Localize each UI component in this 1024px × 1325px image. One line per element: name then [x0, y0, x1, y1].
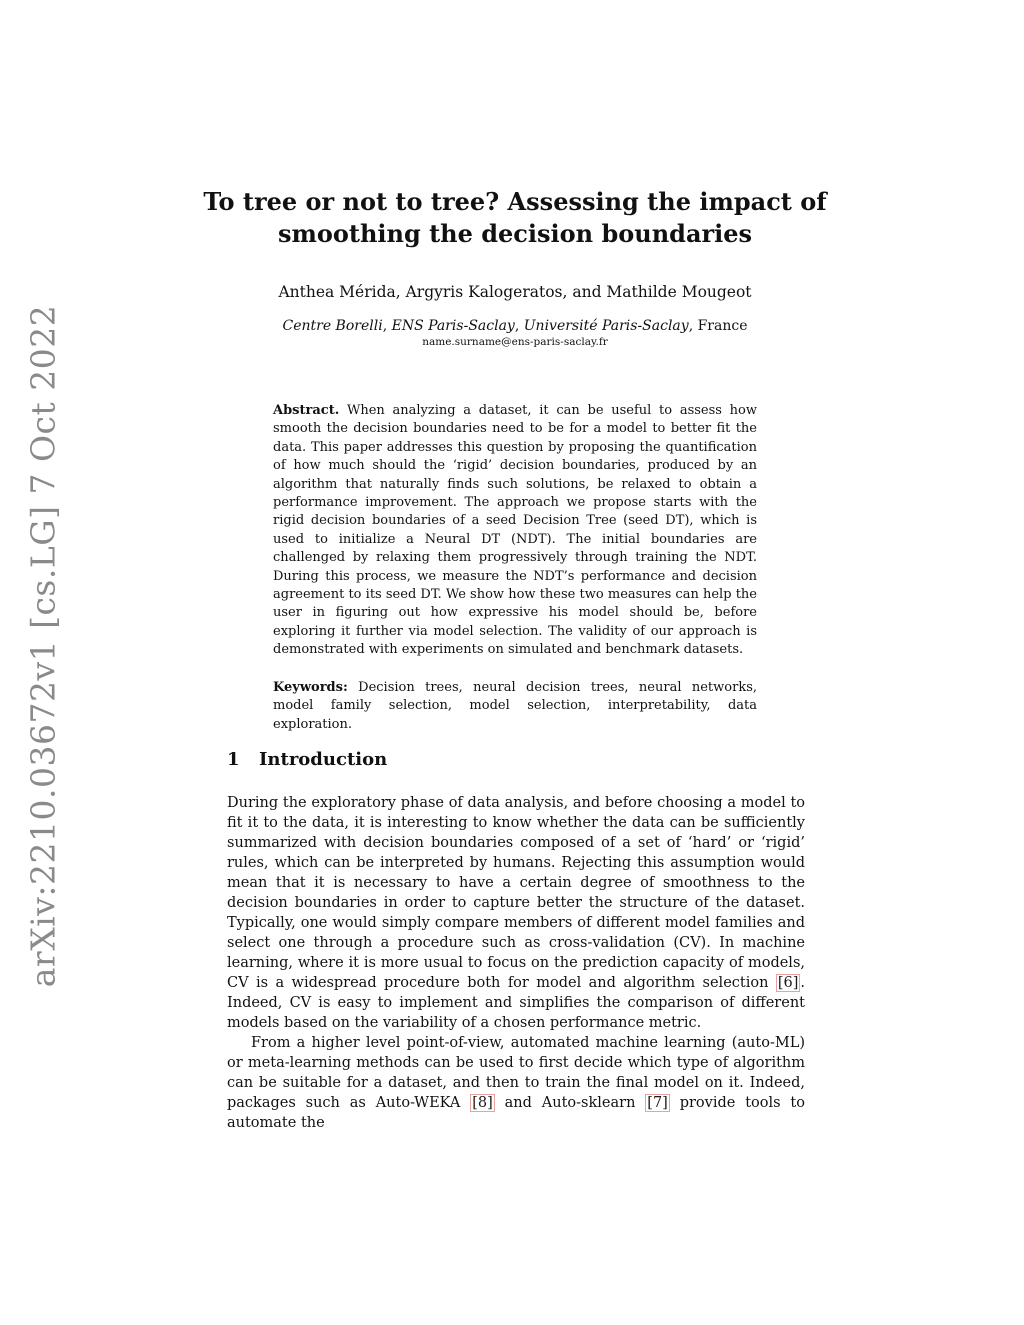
intro-paragraph-2: [227, 1033, 805, 1133]
keywords: [273, 679, 757, 734]
citation-link-6[interactable]: [6]: [777, 975, 799, 991]
arxiv-sidebar: [0, 0, 80, 1325]
arxiv-identifier: arXiv:2210.03672v1 [cs.LG] 7 Oct 2022: [23, 304, 63, 988]
paper-title-line-2: smoothing the decision boundaries: [277, 219, 753, 248]
citation-link-7[interactable]: [7]: [647, 1095, 668, 1111]
keywords-label: Keywords:: [273, 680, 348, 695]
paper-title: [180, 186, 850, 250]
abstract-label: Abstract.: [273, 403, 340, 418]
section-number: 1: [227, 749, 240, 770]
affiliation: Centre Borelli, ENS Paris-Saclay, Université Paris-Saclay, France: [282, 318, 748, 334]
section-title: Introduction: [259, 749, 388, 770]
intro-p1-text-a: During the exploratory phase of data analysis, and before choosing a model to fit it to the data, it is interesting to know whether the data can be sufficiently summarized with decision boundaries composed of a set of ‘hard’ or ‘rigid’ rules, which can be interpreted by humans. Rejecting this assumption would mean that it is necessary to have a certain degree of smoothness to the decision boundaries in order to capture better the structure of the dataset. Typically, one would simply compare members of different model families and select one through a procedure such as cross-validation (CV). In machine learning, where it is more usual to focus on the prediction capacity of models, CV is a widespread procedure both for model and algorithm selection: [227, 795, 805, 991]
affiliation-inst-3: Université Paris-Saclay: [523, 318, 689, 334]
affiliation-inst-2: ENS Paris-Saclay: [391, 318, 515, 334]
abstract-text: When analyzing a dataset, it can be useful to assess how smooth the decision boundaries need to be for a model to better fit the data. This paper addresses this question by proposing the quantification of how much should the ‘rigid’ decision boundaries, produced by an algorithm that naturally finds such solutions, be relaxed to obtain a performance improvement. The approach we propose starts with the rigid decision boundaries of a seed Decision Tree (seed DT), which is used to initialize a Neural DT (NDT). The initial boundaries are challenged by relaxing them progressively through training the NDT. During this process, we measure the NDT’s performance and decision agreement to its seed DT. We show how these two measures can help the user in figuring out how expressive his model should be, before exploring it further via model selection. The validity of our approach is demonstrated with experiments on simulated and benchmark datasets.: [273, 403, 757, 658]
intro-p1-text-b: . Indeed, CV is easy to implement and simplifies the comparison of different models based on the variability of a chosen performance metric.: [227, 975, 805, 1031]
intro-p2-text-b: and Auto-sklearn: [494, 1095, 646, 1111]
intro-p2-text-a: From a higher level point-of-view, automated machine learning (auto-ML) or meta-learning methods can be used to first decide which type of algorithm can be suitable for a dataset, and then to train the final model on it. Indeed, packages such as Auto-WEKA: [227, 1035, 805, 1111]
keywords-text: Decision trees, neural decision trees, neural networks, model family selection, model selection, interpretability, data exploration.: [273, 680, 757, 732]
affiliation-inst-1: Centre Borelli: [282, 318, 383, 334]
section-heading: [227, 749, 387, 770]
intro-paragraph-1: [227, 793, 805, 1033]
intro-p2-text-c: provide tools to automate the: [227, 1095, 805, 1131]
author-email: name.surname@ens-paris-saclay.fr: [422, 336, 608, 348]
citation-link-8[interactable]: [8]: [472, 1095, 493, 1111]
affiliation-country: France: [697, 318, 748, 334]
paper-title-line-1: To tree or not to tree? Assessing the impact of: [203, 187, 827, 216]
intro-body: [227, 793, 805, 1133]
author-list: Anthea Mérida, Argyris Kalogeratos, and Mathilde Mougeot: [278, 283, 752, 301]
abstract: [273, 402, 757, 660]
